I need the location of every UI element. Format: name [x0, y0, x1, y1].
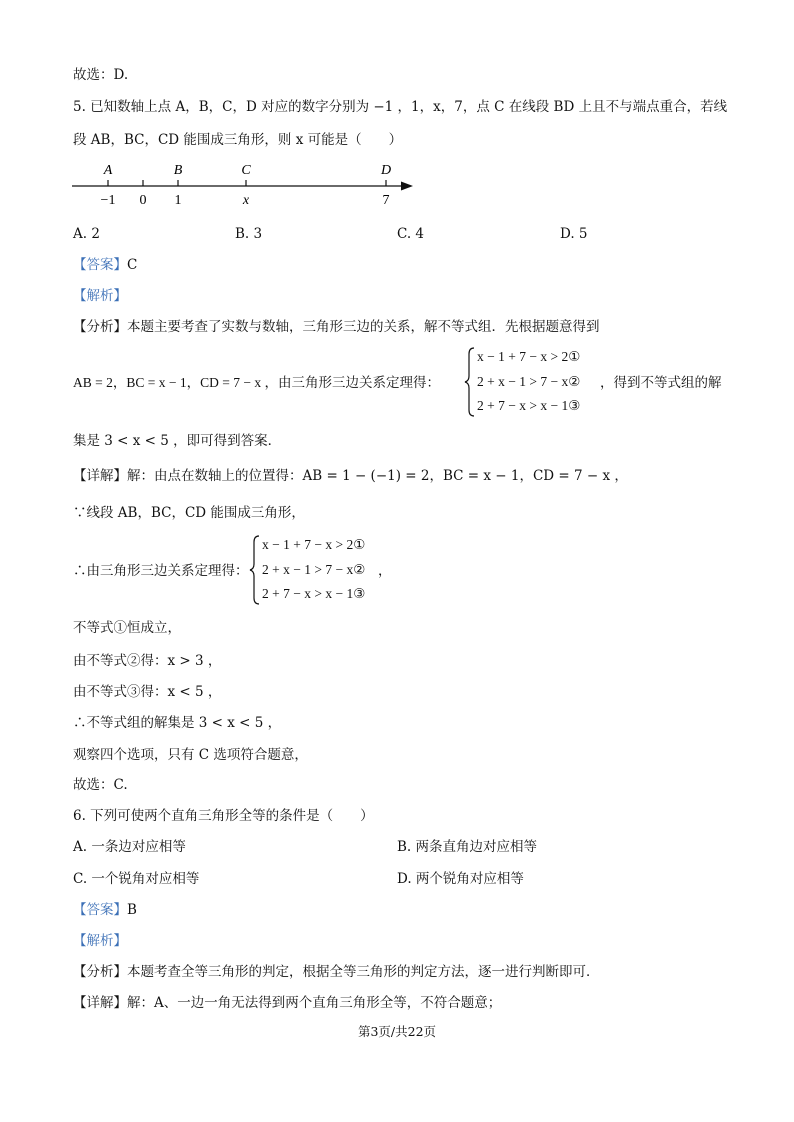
xiangjie-tag: 【详解】 [73, 468, 127, 484]
question-6-stem: 6. 下列可使两个直角三角形全等的条件是（ ） [73, 808, 374, 824]
inequality-3: 2 + 7 − x > x − 1③ [262, 586, 366, 601]
q5-option-c: C. 4 [397, 226, 425, 242]
left-brace-icon [463, 346, 477, 418]
inequality-1: x − 1 + 7 − x > 2① [477, 349, 581, 364]
point-label-C: C [241, 163, 251, 178]
q5-therefore-line: ∴由三角形三边关系定理得： [73, 563, 249, 579]
q5-option-a: A. 2 [73, 226, 100, 242]
inequality-2: 2 + x − 1 > 7 − x② [477, 374, 581, 389]
inequality-1: x − 1 + 7 − x > 2① [262, 537, 366, 552]
fenxi-text: 本题考查全等三角形的判定，根据全等三角形的判定方法，逐一进行判断即可． [127, 964, 600, 980]
fenxi-tag: 【分析】 [73, 319, 127, 335]
q5-step-4: ∴不等式组的解集是 3 < x < 5 ， [73, 715, 282, 731]
answer-tag: 【答案】 [73, 257, 127, 273]
q6-jiexi-tag: 【解析】 [73, 933, 127, 949]
q5-fenxi-line-2-left: AB = 2，BC = x − 1，CD = 7 − x ，由三角形三边关系定理得： [73, 375, 440, 390]
xiangjie-text: 解：A、一边一角无法得到两个直角三角形全等，不符合题意； [127, 995, 502, 1011]
tick-label-1: 1 [174, 193, 182, 208]
q5-step-3: 由不等式③得：x < 5 ， [73, 684, 222, 700]
number-line-arrow [401, 182, 413, 191]
q5-since-line: ∵线段 AB，BC，CD 能围成三角形， [73, 505, 305, 521]
inequality-2: 2 + x − 1 > 7 − x② [262, 562, 366, 577]
q5-option-d: D. 5 [560, 226, 588, 242]
q6-answer-row [73, 901, 137, 919]
question-5-stem-line-1: 5. 已知数轴上点 A，B，C，D 对应的数字分别为 −1 ，1，x，7，点 C 在线段 BD 上且不与端点重合，若线 [73, 99, 728, 115]
point-label-D: D [380, 163, 392, 178]
q5-xiangjie-row [73, 467, 628, 485]
q6-option-a: A. 一条边对应相等 [73, 839, 186, 855]
answer-tag: 【答案】 [73, 902, 127, 918]
q6-option-c: C. 一个锐角对应相等 [73, 871, 200, 887]
tick-label-x: x [242, 193, 250, 208]
q6-option-b: B. 两条直角边对应相等 [397, 839, 538, 855]
number-line-figure [70, 160, 415, 210]
q5-step-5: 观察四个选项，只有 C 选项符合题意， [73, 747, 308, 763]
q5-comma: ， [378, 563, 392, 579]
previous-answer-conclusion: 故选：D. [73, 67, 129, 83]
q5-xiangjie-inequality-system [248, 534, 388, 606]
fenxi-tag: 【分析】 [73, 964, 127, 980]
question-5-stem-line-2: 段 AB，BC，CD 能围成三角形，则 x 可能是（ ） [73, 132, 403, 148]
q5-fenxi-line-2-right: ，得到不等式组的解 [600, 375, 722, 391]
answer-value: C [127, 257, 138, 273]
q5-fenxi-line-3: 集是 3 < x < 5 ，即可得到答案． [73, 433, 282, 449]
q5-step-2: 由不等式②得：x > 3 ， [73, 653, 222, 669]
point-label-A: A [103, 163, 113, 178]
answer-value: B [127, 902, 137, 918]
xiangjie-tag: 【详解】 [73, 995, 127, 1011]
q5-answer-row [73, 256, 137, 274]
page-footer: 第3页/共22页 [357, 1024, 437, 1039]
tick-label-7: 7 [382, 193, 390, 208]
tick-label-0: 0 [139, 193, 147, 208]
q6-fenxi-row [73, 963, 600, 981]
q5-step-6: 故选：C. [73, 777, 128, 793]
xiangjie-text: 解：由点在数轴上的位置得：AB = 1 − (−1) = 2，BC = x − 1，CD = 7 − x ， [127, 468, 628, 484]
tick-label-minus-1: −1 [100, 193, 116, 208]
q5-fenxi-row [73, 318, 600, 336]
q6-option-d: D. 两个锐角对应相等 [397, 871, 524, 887]
q5-option-b: B. 3 [235, 226, 263, 242]
fenxi-text: 本题主要考查了实数与数轴，三角形三边的关系，解不等式组．先根据题意得到 [127, 319, 600, 335]
q5-step-1: 不等式①恒成立， [73, 620, 181, 636]
q6-xiangjie-row [73, 994, 501, 1012]
left-brace-icon [248, 534, 262, 606]
q5-jiexi-tag: 【解析】 [73, 288, 127, 304]
inequality-3: 2 + 7 − x > x − 1③ [477, 398, 581, 413]
point-label-B: B [173, 163, 183, 178]
